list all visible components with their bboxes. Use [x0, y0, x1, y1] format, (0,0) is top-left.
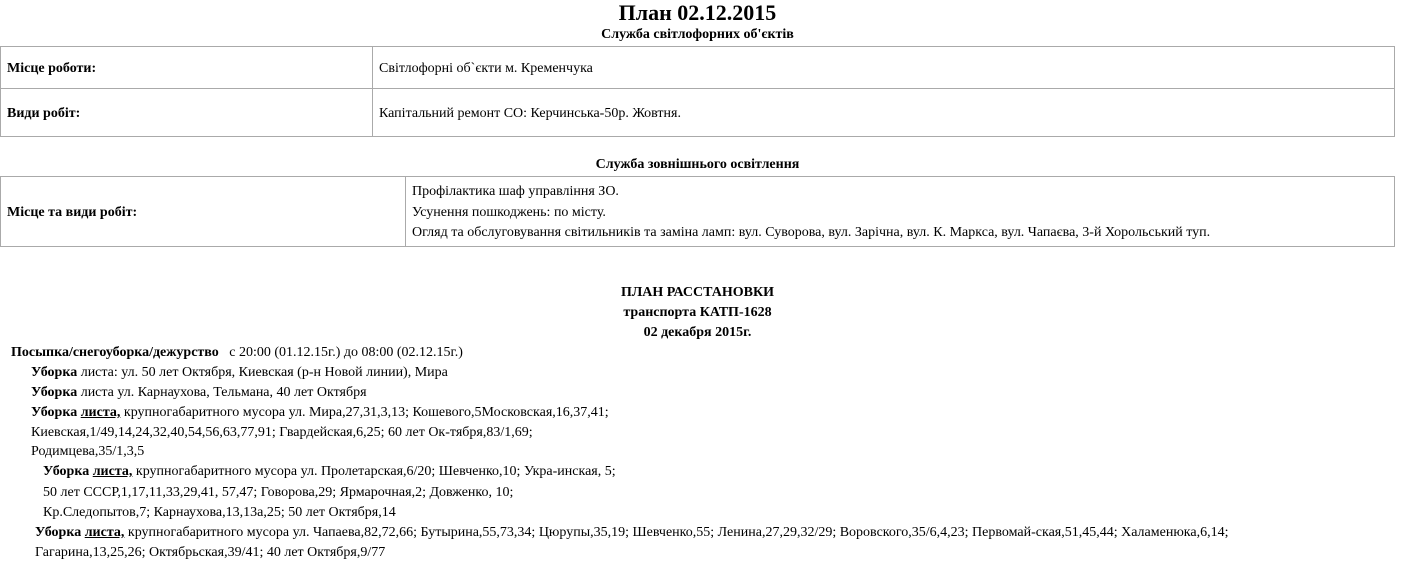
list-item-continuation: Киевская,1/49,14,24,32,40,54,56,63,77,91; Гвардейская,6,25; 60 лет Ок-тября,83/1,69;	[31, 425, 533, 440]
work-place-value: Світлофорні об`єкти м. Кременчука	[379, 61, 593, 76]
list-item: Уборка листа, крупногабаритного мусора ул. Чапаева,82,72,66; Бутырина,55,73,34; Цюрупы,35,19; Шевченко,55; Ленина,27,29,32/29; Воровского,35/6,4,23; Первомай-ская,51,45,44; Халаменюка,6,14;	[35, 525, 1229, 540]
list-item: Уборка листа, крупногабаритного мусора ул. Мира,27,31,3,13; Кошевого,5Московская,16,37,41;	[31, 405, 609, 420]
lighting-label: Місце та види робіт:	[7, 205, 138, 220]
lighting-line-2: Усунення пошкоджень: по місту.	[412, 205, 606, 220]
work-types-label: Види робіт:	[7, 106, 81, 121]
list-item-continuation: Родимцева,35/1,3,5	[31, 444, 145, 459]
table-cell-value	[372, 88, 1395, 137]
lighting-line-1: Профілактика шаф управління ЗО.	[412, 184, 619, 199]
table-row	[0, 176, 1395, 247]
table-cell-label	[0, 46, 373, 89]
list-item-continuation: Кр.Следопытов,7; Карнаухова,13,13а,25; 50 лет Октября,14	[43, 505, 396, 520]
service-title-traffic-lights: Служба світлофорних об'єктів	[601, 27, 794, 42]
list-item: Уборка листа ул. Карнаухова, Тельмана, 40 лет Октября	[31, 385, 367, 400]
table-cell-value	[405, 176, 1395, 247]
work-place-label: Місце роботи:	[7, 61, 97, 76]
lighting-line-3: Огляд та обслуговування світильників та заміна ламп: вул. Суворова, вул. Зарічна, вул. К. Маркса, вул. Чапаєва, 3-й Хорольський туп.	[412, 225, 1211, 240]
table-cell-label	[0, 176, 406, 247]
table-cell-value	[372, 46, 1395, 89]
table-row	[0, 88, 1395, 137]
list-item: Уборка листа, крупногабаритного мусора ул. Пролетарская,6/20; Шевченко,10; Укра-инская, 5;	[43, 464, 616, 479]
plan-date: 02 декабря 2015г.	[643, 325, 752, 340]
service-title-lighting: Служба зовнішнього освітлення	[595, 157, 800, 172]
list-item: Уборка листа: ул. 50 лет Октября, Киевская (р-н Новой линии), Мира	[31, 365, 448, 380]
work-types-value: Капітальний ремонт СО: Керчинська-50р. Жовтня.	[379, 106, 681, 121]
table-cell-label	[0, 88, 373, 137]
plan-subtitle: транспорта КАТП-1628	[623, 305, 772, 320]
table-row	[0, 46, 1395, 89]
duty-label: Посыпка/снегоуборка/дежурство	[11, 345, 219, 360]
list-item-continuation: 50 лет СССР,1,17,11,33,29,41, 57,47; Говорова,29; Ярмарочная,2; Довженко, 10;	[43, 485, 514, 500]
duty-line	[11, 346, 463, 360]
page-title: План 02.12.2015	[618, 0, 777, 25]
list-item-continuation: Гагарина,13,25,26; Октябрьская,39/41; 40 лет Октября,9/77	[35, 545, 386, 560]
duty-time: с 20:00 (01.12.15г.) до 08:00 (02.12.15г.)	[229, 345, 463, 360]
plan-title: ПЛАН РАССТАНОВКИ	[620, 285, 775, 300]
